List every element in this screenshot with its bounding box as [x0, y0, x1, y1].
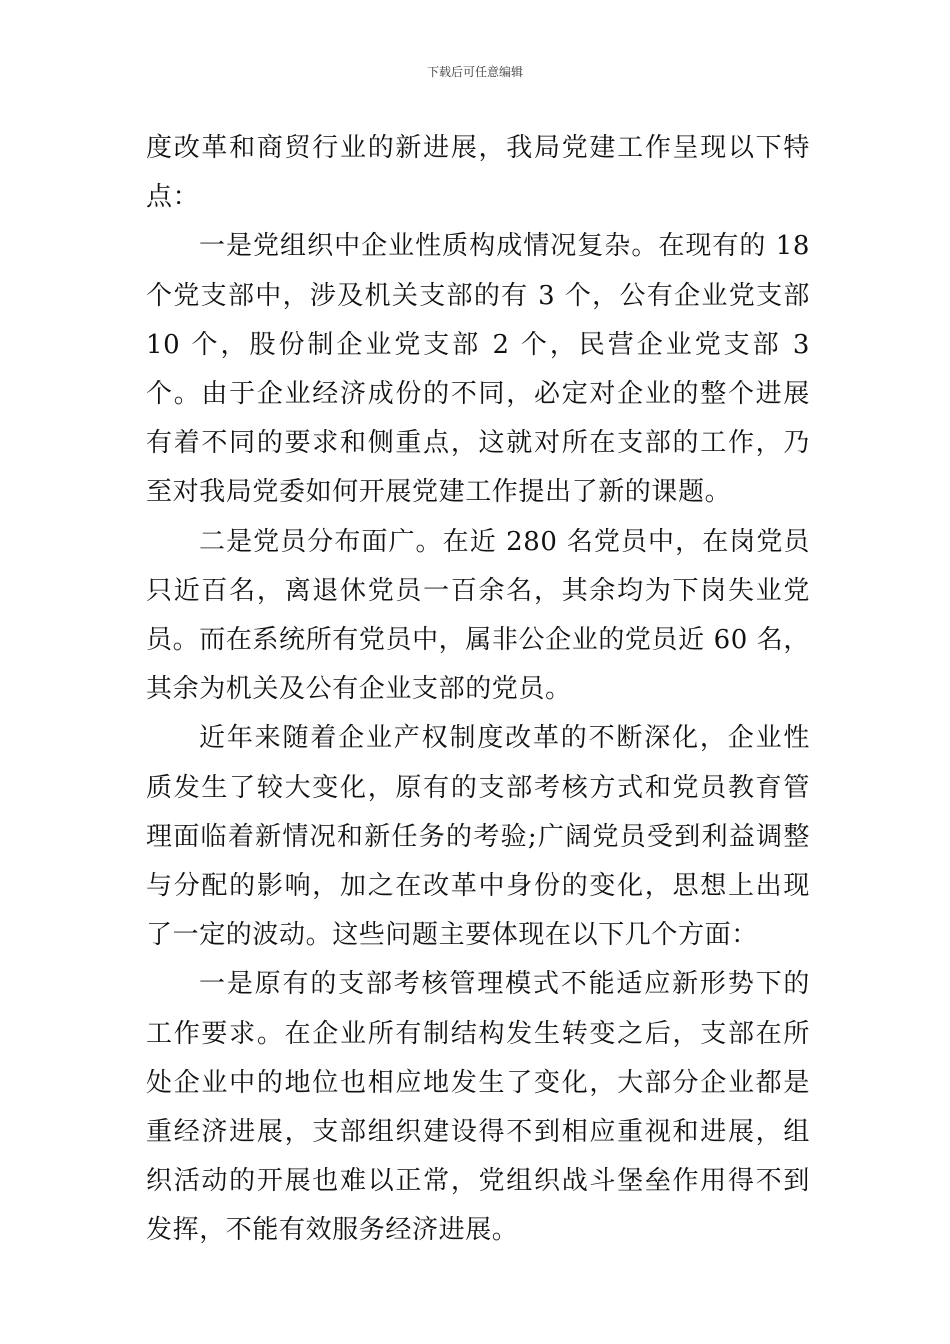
paragraph-party-org-composition: 一是党组织中企业性质构成情况复杂。在现有的 18 个党支部中，涉及机关支部的有 3 个，公有企业党支部 10 个，股份制企业党支部 2 个，民营企业党支部 3 个。由于企业经济成份的不同，必定对企业的整个进展有着不同的要求和侧重点，这就对所在支部的工作，乃至对我局党委如何开展党建工作提出了新的课题。 [146, 231, 810, 508]
paragraph-continuation: 度改革和商贸行业的新进展，我局党建工作呈现以下特点： [146, 133, 810, 213]
page-header-note: 下载后可任意编辑 [426, 65, 523, 79]
document-body [146, 124, 810, 1256]
paragraph-reform-challenges: 近年来随着企业产权制度改革的不断深化，企业性质发生了较大变化，原有的支部考核方式和党员教育管理面临着新情况和新任务的考验;广阔党员受到利益调整与分配的影响，加之在改革中身份的变化，思想上出现了一定的波动。这些问题主要体现在以下几个方面： [146, 723, 810, 951]
paragraph-member-distribution: 二是党员分布面广。在近 280 名党员中，在岗党员只近百名，离退休党员一百余名，其余均为下岗失业党员。而在系统所有党员中，属非公企业的党员近 60 名，其余为机关及公有企业支部的党员。 [146, 526, 810, 705]
paragraph-assessment-model: 一是原有的支部考核管理模式不能适应新形势下的工作要求。在企业所有制结构发生转变之后，支部在所处企业中的地位也相应地发生了变化，大部分企业都是重经济进展，支部组织建设得不到相应重视和进展，组织活动的开展也难以正常，党组织战斗堡垒作用得不到发挥，不能有效服务经济进展。 [146, 969, 810, 1246]
